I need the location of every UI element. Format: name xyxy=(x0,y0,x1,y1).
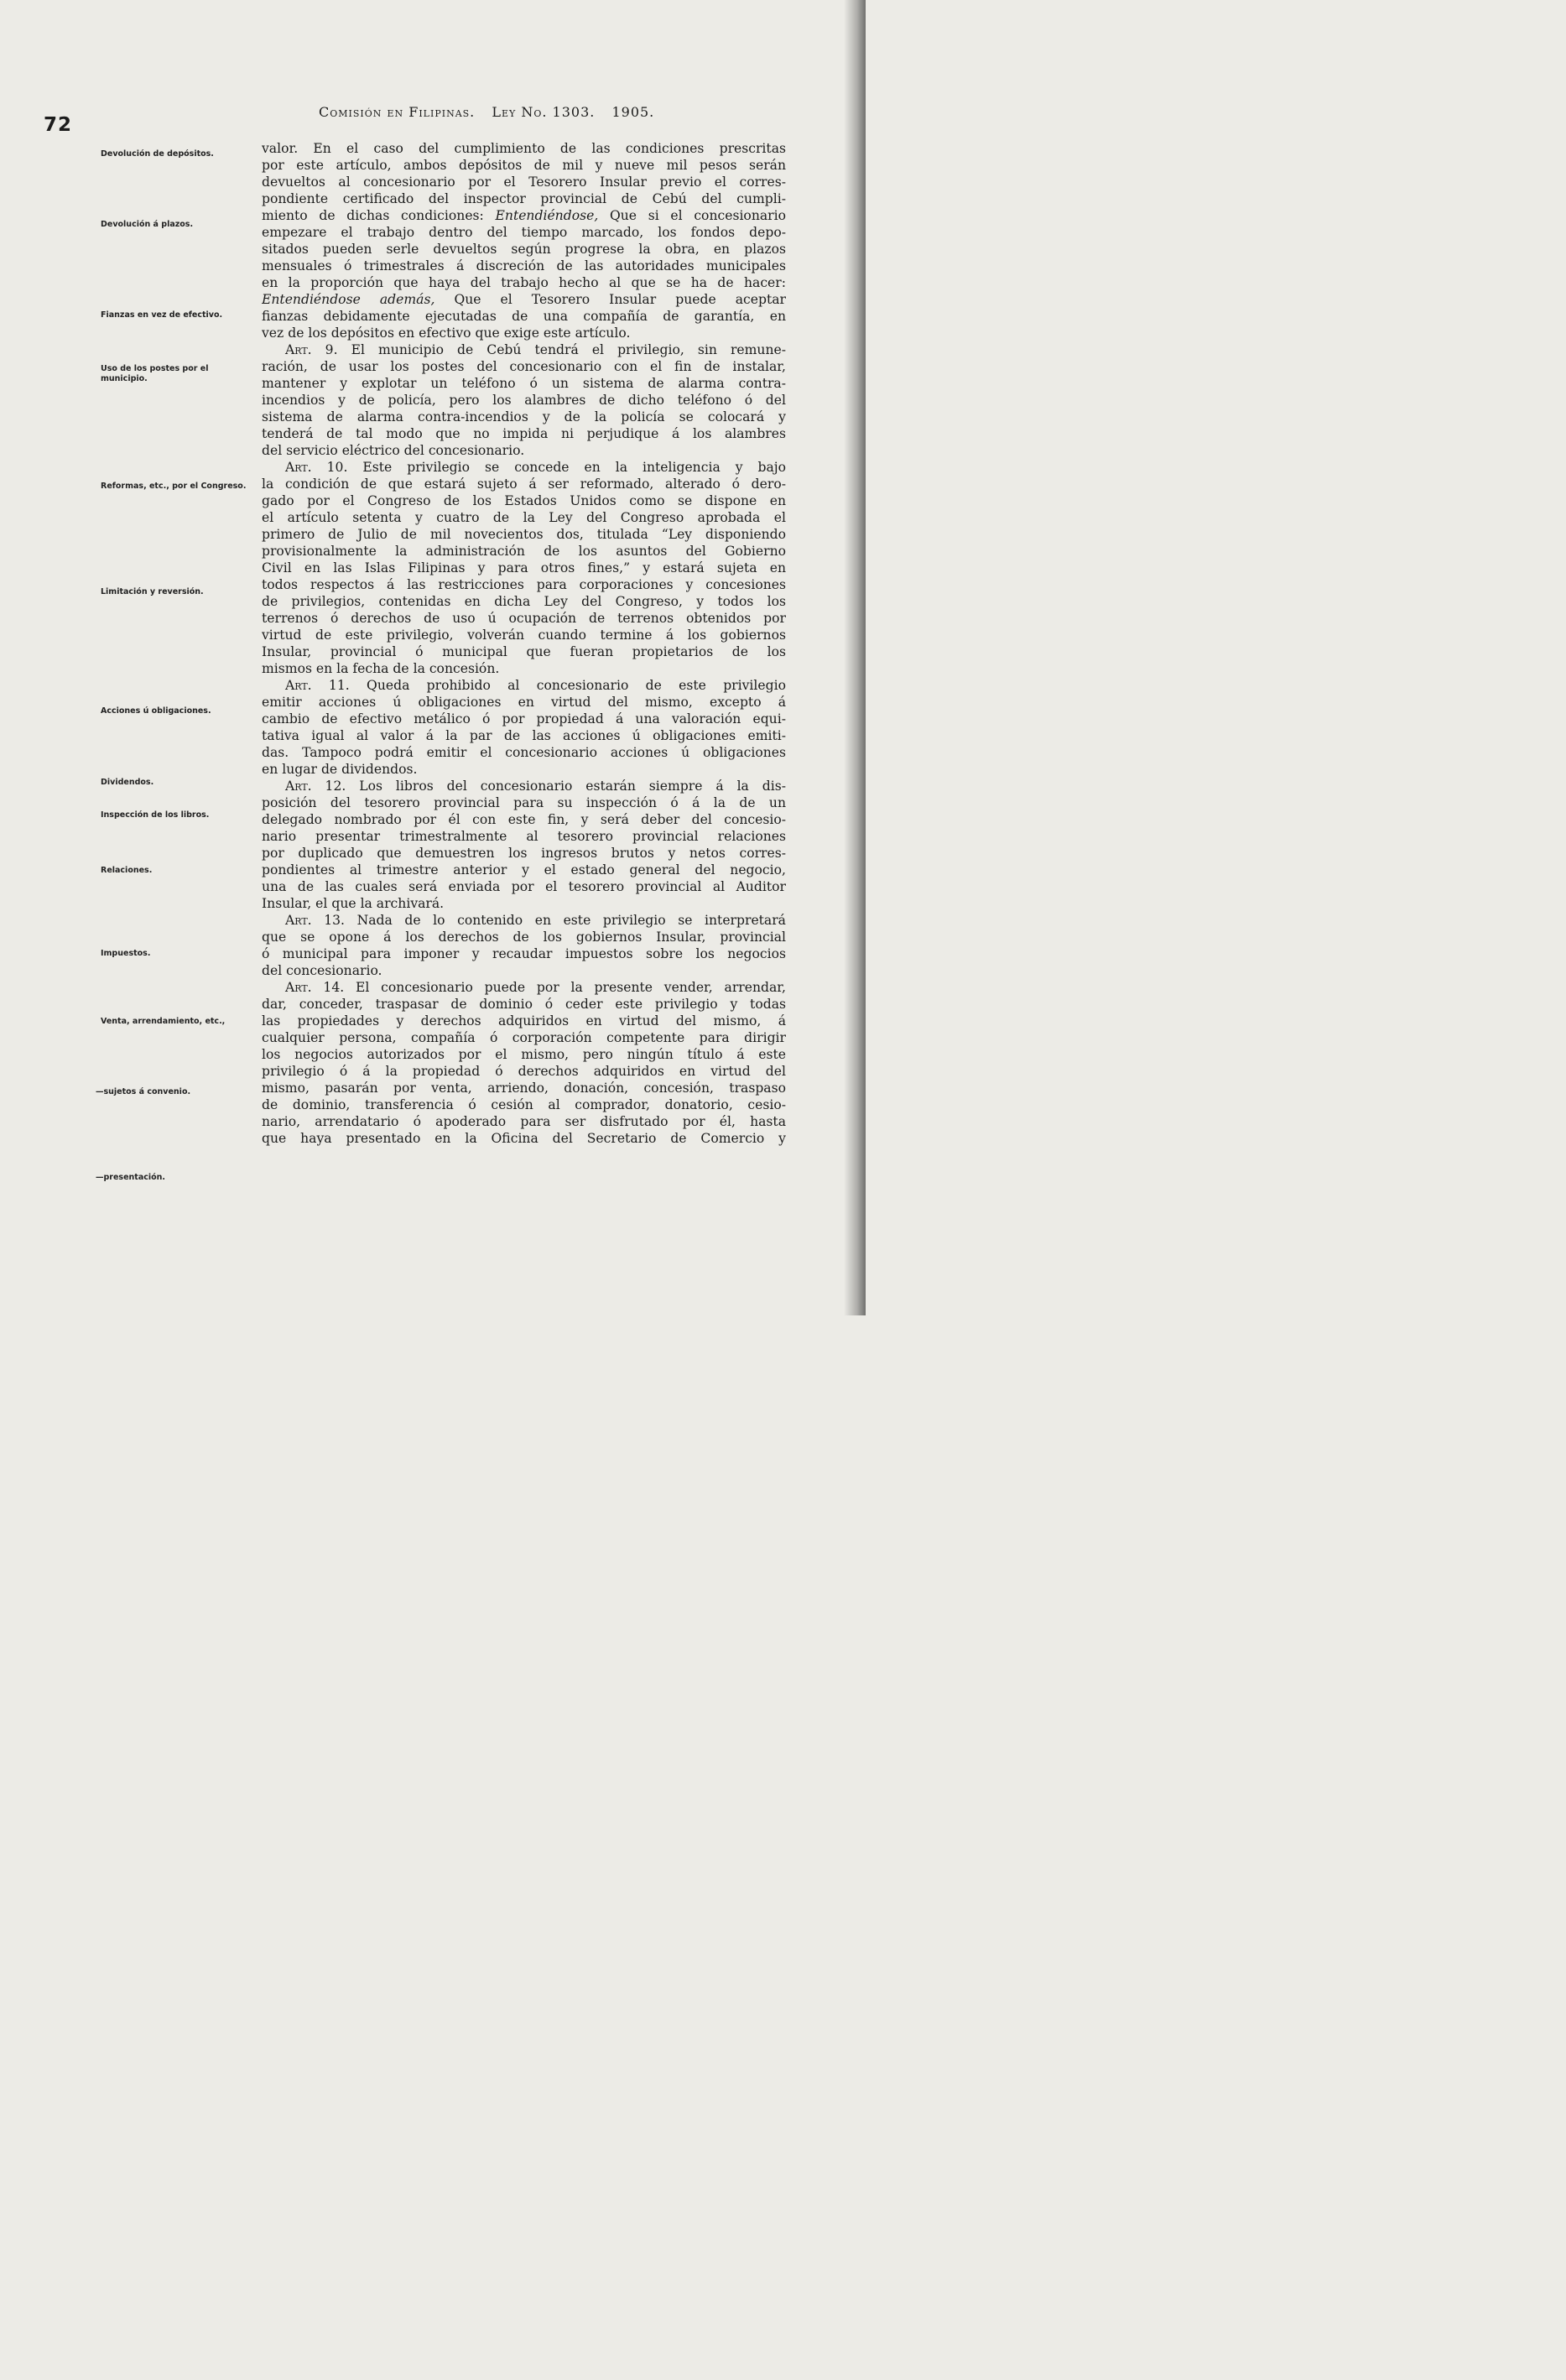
text-line: nario presentar trimestralmente al tesorero provincial relaciones xyxy=(262,829,786,844)
text-line: ó municipal para imponer y recaudar impuestos sobre los negocios xyxy=(262,946,786,961)
text-line: ración, de usar los postes del concesionario con el fin de instalar, xyxy=(262,359,786,374)
text-line: del concesionario. xyxy=(262,963,382,978)
text-line: mantener y explotar un teléfono ó un sistema de alarma contra- xyxy=(262,376,786,391)
margin-note: Acciones ú obligaciones. xyxy=(101,706,211,716)
text-line: tenderá de tal modo que no impida ni perjudique á los alambres xyxy=(262,426,786,441)
margin-note: Venta, arrendamiento, etc., xyxy=(101,1017,226,1026)
text-line: mismos en la fecha de la concesión. xyxy=(262,661,500,676)
running-head-title: Comisión en Filipinas. xyxy=(319,104,476,120)
text-line: todos respectos á las restricciones para corporaciones y concesiones xyxy=(262,577,786,592)
margin-notes xyxy=(0,0,252,1315)
margin-note: Devolución á plazos. xyxy=(101,220,194,229)
margin-note: Reformas, etc., por el Congreso. xyxy=(101,482,247,491)
text-line: que haya presentado en la Oficina del Secretario de Comercio y xyxy=(262,1131,786,1146)
text-line: Art. 14. El concesionario puede por la presente vender, arrendar, xyxy=(285,980,786,995)
page-number: 72 xyxy=(44,114,73,136)
text-line: cambio de efectivo metálico ó por propiedad á una valoración equi- xyxy=(262,711,786,726)
running-head xyxy=(319,104,721,120)
text-line: el artículo setenta y cuatro de la Ley del Congreso aprobada el xyxy=(262,510,786,525)
text-line: das. Tampoco podrá emitir el concesionario acciones ú obligaciones xyxy=(262,745,786,760)
text-line: fianzas debidamente ejecutadas de una compañía de garantía, en xyxy=(262,309,786,324)
margin-note: —sujetos á convenio. xyxy=(96,1087,191,1096)
text-line: Insular, el que la archivará. xyxy=(262,896,445,911)
margin-note: Fianzas en vez de efectivo. xyxy=(101,310,223,320)
text-line: Insular, provincial ó municipal que fueran propietarios de los xyxy=(262,644,786,659)
text-line: mensuales ó trimestrales á discreción de las autoridades municipales xyxy=(262,258,786,273)
text-line: pondiente certificado del inspector provincial de Cebú del cumpli- xyxy=(262,191,786,206)
text-line: por este artículo, ambos depósitos de mil y nueve mil pesos serán xyxy=(262,158,786,173)
text-line: que se opone á los derechos de los gobiernos Insular, provincial xyxy=(262,930,786,945)
text-line: primero de Julio de mil novecientos dos, titulada “Ley disponiendo xyxy=(262,527,786,542)
text-line: gado por el Congreso de los Estados Unidos como se dispone en xyxy=(262,493,786,508)
text-line: Art. 12. Los libros del concesionario estarán siempre á la dis- xyxy=(285,779,786,794)
text-line: mismo, pasarán por venta, arriendo, donación, concesión, traspaso xyxy=(262,1081,786,1096)
article-number: Art. 14. xyxy=(285,980,345,995)
margin-note: Uso de los postes por el municipio. xyxy=(101,364,209,383)
text-line: virtud de este privilegio, volverán cuando termine á los gobiernos xyxy=(262,628,786,643)
text-line: una de las cuales será enviada por el tesorero provincial al Auditor xyxy=(262,879,786,894)
text-line: nario, arrendatario ó apoderado para ser disfrutado por él, hasta xyxy=(262,1114,786,1129)
text-line: empezare el trabajo dentro del tiempo marcado, los fondos depo- xyxy=(262,225,786,240)
text-line: emitir acciones ú obligaciones en virtud del mismo, excepto á xyxy=(262,695,786,710)
text-line: cualquier persona, compañía ó corporación competente para dirigir xyxy=(262,1030,786,1045)
article-number: Art. 10. xyxy=(285,460,348,475)
text-line: posición del tesorero provincial para su inspección ó á la de un xyxy=(262,795,786,810)
text-line: devueltos al concesionario por el Tesorero Insular previo el corres- xyxy=(262,174,786,190)
margin-note: Inspección de los libros. xyxy=(101,810,210,820)
text-line: en lugar de dividendos. xyxy=(262,762,418,777)
text-line: valor. En el caso del cumplimiento de las condiciones prescritas xyxy=(262,141,786,156)
text-line: dar, conceder, traspasar de dominio ó ceder este privilegio y todas xyxy=(262,997,786,1012)
text-line: vez de los depósitos en efectivo que exige este artículo. xyxy=(262,325,631,341)
margin-note: Dividendos. xyxy=(101,778,154,787)
article-number: Art. 9. xyxy=(285,342,338,357)
margin-note: Devolución de depósitos. xyxy=(101,149,214,159)
text-line: Entendiéndose además, Que el Tesorero Insular puede aceptar xyxy=(262,292,786,307)
text-line: terrenos ó derechos de uso ú ocupación de terrenos obtenidos por xyxy=(262,611,786,626)
text-line: los negocios autorizados por el mismo, pero ningún título á este xyxy=(262,1047,786,1062)
text-line: del servicio eléctrico del concesionario. xyxy=(262,443,525,458)
margin-note: —presentación. xyxy=(96,1173,166,1182)
article-number: Art. 12. xyxy=(285,779,346,794)
text-line: las propiedades y derechos adquiridos en virtud del mismo, á xyxy=(262,1013,786,1029)
text-line: sistema de alarma contra-incendios y de la policía se colocará y xyxy=(262,409,786,424)
scanned-page xyxy=(0,0,866,1315)
text-line: la condición de que estará sujeto á ser reformado, alterado ó dero- xyxy=(262,477,786,492)
text-line: tativa igual al valor á la par de las acciones ú obligaciones emiti- xyxy=(262,728,786,743)
running-head-year: 1905. xyxy=(611,104,655,120)
text-line: miento de dichas condiciones: Entendiéndose, Que si el concesionario xyxy=(262,208,786,223)
text-line: Civil en las Islas Filipinas y para otros fines,” y estará sujeta en xyxy=(262,560,786,575)
margin-note: Relaciones. xyxy=(101,866,153,875)
text-line: Art. 10. Este privilegio se concede en la inteligencia y bajo xyxy=(285,460,786,475)
article-number: Art. 11. xyxy=(285,678,350,693)
page-edge-shadow xyxy=(844,0,866,1315)
text-line: en la proporción que haya del trabajo hecho al que se ha de hacer: xyxy=(262,275,786,290)
margin-note: Limitación y reversión. xyxy=(101,587,204,596)
text-line: pondientes al trimestre anterior y el estado general del negocio, xyxy=(262,862,786,878)
margin-note: Impuestos. xyxy=(101,949,151,958)
text-line: Art. 9. El municipio de Cebú tendrá el privilegio, sin remune- xyxy=(285,342,786,357)
article-number: Art. 13. xyxy=(285,913,346,928)
text-line: por duplicado que demuestren los ingresos brutos y netos corres- xyxy=(262,846,786,861)
text-line: Art. 13. Nada de lo contenido en este privilegio se interpretará xyxy=(285,913,786,928)
text-line: delegado nombrado por él con este fin, y será deber del concesio- xyxy=(262,812,786,827)
text-line: de dominio, transferencia ó cesión al comprador, donatorio, cesio- xyxy=(262,1097,786,1112)
text-line: Art. 11. Queda prohibido al concesionario de este privilegio xyxy=(285,678,786,693)
running-head-law: Ley No. 1303. xyxy=(492,104,596,120)
text-line: incendios y de policía, pero los alambres de dicho teléfono ó del xyxy=(262,393,786,408)
text-line: privilegio ó á la propiedad ó derechos adquiridos en virtud del xyxy=(262,1064,786,1079)
text-line: provisionalmente la administración de los asuntos del Gobierno xyxy=(262,544,786,559)
text-line: de privilegios, contenidas en dicha Ley del Congreso, y todos los xyxy=(262,594,786,609)
text-line: sitados pueden serle devueltos según progrese la obra, en plazos xyxy=(262,242,786,257)
